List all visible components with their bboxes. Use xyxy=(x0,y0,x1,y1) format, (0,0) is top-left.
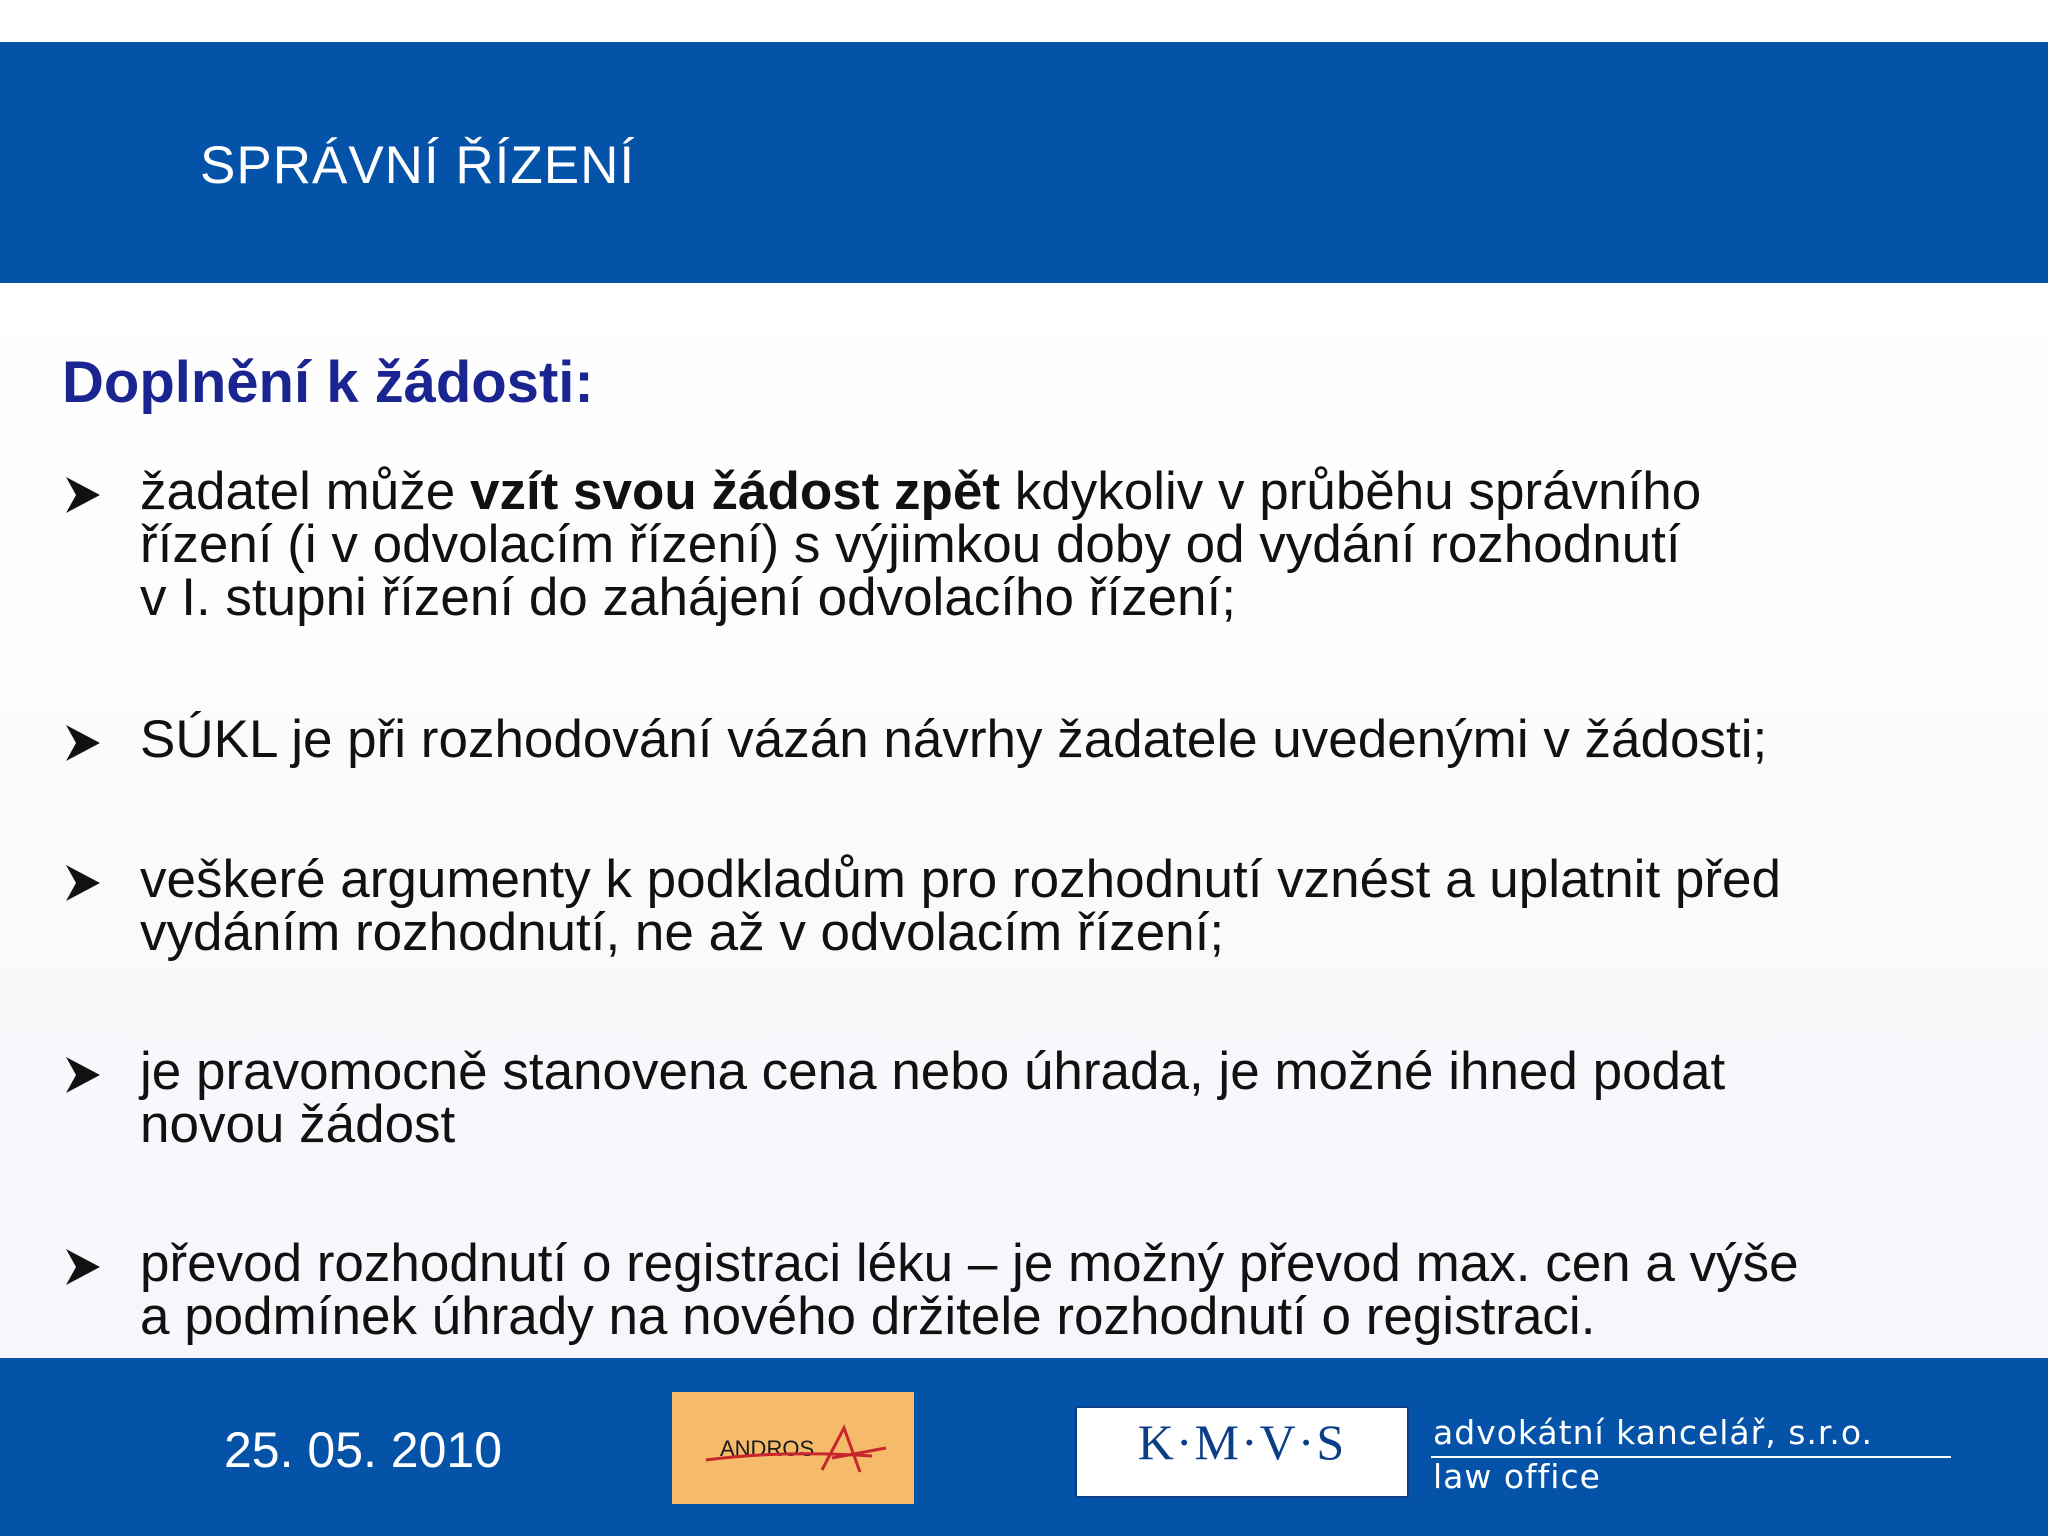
arrowhead-bullet-icon xyxy=(62,1053,106,1097)
kmvs-logo-text: K·M·V·S xyxy=(1137,1414,1347,1470)
bullet-5-line-2: a podmínek úhrady na nového držitele rozhodnutí o registraci. xyxy=(140,1287,1596,1346)
bullet-4-line-1: je pravomocně stanovena cena nebo úhrada, je možné ihned podat xyxy=(140,1042,1726,1101)
kmvs-logo-box xyxy=(1075,1406,1409,1498)
bullet-5-line-1: převod rozhodnutí o registraci léku – je možný převod max. cen a výše xyxy=(140,1234,1799,1293)
andros-logo xyxy=(672,1392,914,1504)
firm-subtitle: law office xyxy=(1433,1457,1601,1496)
section-heading: Doplnění k žádosti: xyxy=(62,350,594,415)
bullet-3-line-1: veškeré argumenty k podkladům pro rozhodnutí vznést a uplatnit před xyxy=(140,850,1781,909)
andros-logo-graphic xyxy=(672,1392,914,1504)
top-strip xyxy=(0,0,2048,42)
content-area xyxy=(0,283,2048,1358)
arrowhead-bullet-icon xyxy=(62,1245,106,1289)
firm-name: advokátní kancelář, s.r.o. xyxy=(1433,1413,1874,1452)
arrowhead-bullet-icon xyxy=(62,473,106,517)
bullet-3-line-2: vydáním rozhodnutí, ne až v odvolacím řízení; xyxy=(140,903,1225,962)
slide-date: 25. 05. 2010 xyxy=(224,1422,503,1478)
bullet-2-line-1: SÚKL je při rozhodování vázán návrhy žadatele uvedenými v žádosti; xyxy=(140,710,1768,769)
kmvs-logo xyxy=(1075,1406,1953,1498)
bullet-1-text-start: žadatel může xyxy=(140,462,470,521)
bullet-1-emphasis: vzít svou žádost zpět xyxy=(469,462,1001,521)
bullet-1-text-end: kdykoliv v průběhu správního xyxy=(1000,462,1702,521)
arrowhead-bullet-icon xyxy=(62,721,106,765)
arrowhead-bullet-icon xyxy=(62,861,106,905)
slide-title: SPRÁVNÍ ŘÍZENÍ xyxy=(200,136,636,195)
andros-logo-text: ANDROS xyxy=(720,1436,815,1461)
bullet-1-line-1 xyxy=(140,462,1990,521)
bullet-1-line-2: řízení (i v odvolacím řízení) s výjimkou doby od vydání rozhodnutí xyxy=(140,515,1681,574)
bullet-1-line-3: v I. stupni řízení do zahájení odvolacího řízení; xyxy=(140,568,1236,627)
bullet-4-line-2: novou žádost xyxy=(140,1095,456,1154)
